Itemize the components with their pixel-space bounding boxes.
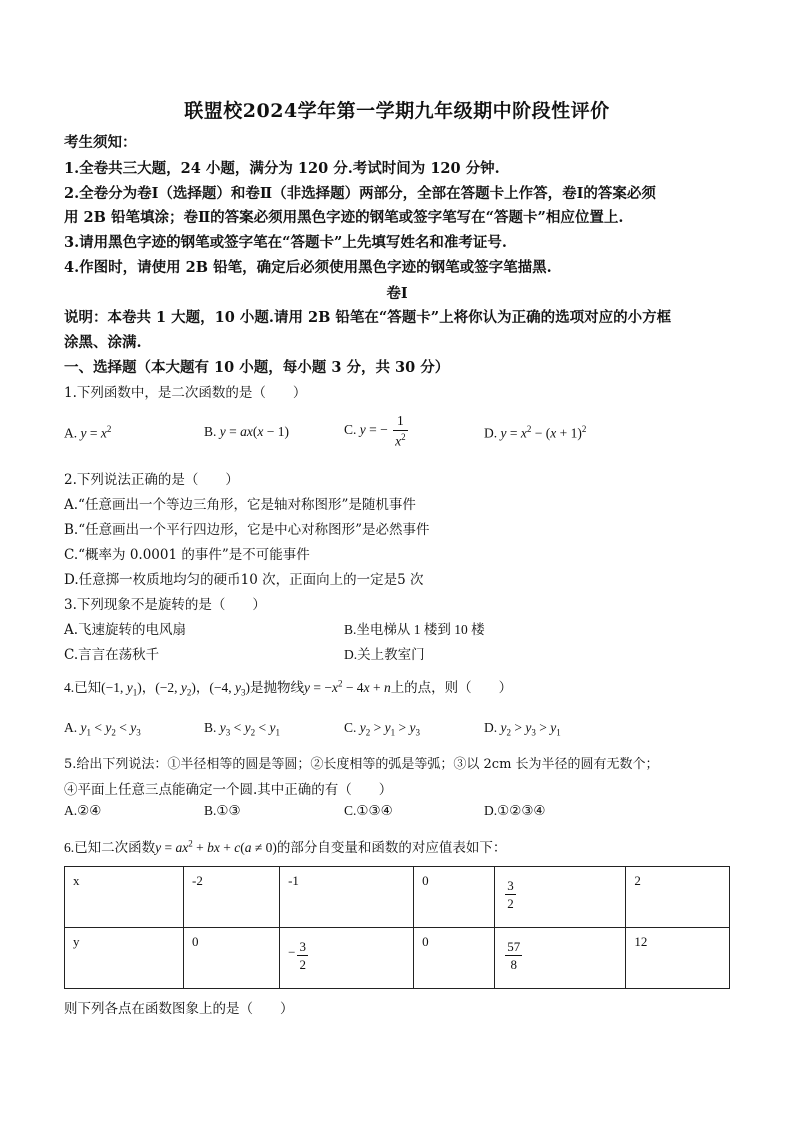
q6-stem: 6.已知二次函数$y = ax^2$ + bx + c(a ≠ 0)的部分自变量和函数的对应值表如下： bbox=[64, 838, 507, 855]
table-cell: 0 bbox=[184, 928, 280, 989]
table-cell: 2 bbox=[626, 867, 730, 928]
notice-line-5: 4.作图时，请使用 2B 铅笔，确定后必须使用黑色字迹的钢笔或签字笔描黑. bbox=[64, 259, 552, 276]
table-cell: -2 bbox=[184, 867, 280, 928]
table-row-y bbox=[65, 928, 730, 989]
q3-option-a: A.飞速旋转的电风扇 bbox=[64, 622, 187, 638]
value-table bbox=[64, 866, 730, 989]
q4-option-d: D. $y_2 > y_3 > y_1$ bbox=[484, 720, 561, 738]
notice-line-3: 用 2B 铅笔填涂；卷Ⅱ的答案必须用黑色字迹的钢笔或签字笔写在“答题卡”相应位置上. bbox=[64, 209, 624, 226]
table-cell: -1 bbox=[280, 867, 414, 928]
fraction: $\frac{3}{2}$ bbox=[507, 878, 514, 911]
table-row-x bbox=[65, 867, 730, 928]
q1-stem: 1.下列函数中，是二次函数的是（ ） bbox=[64, 385, 307, 401]
table-header-x: x bbox=[65, 867, 184, 928]
q5-option-d: D.①②③④ bbox=[484, 803, 546, 818]
notice-line-2: 2.全卷分为卷Ⅰ（选择题）和卷Ⅱ（非选择题）两部分，全部在答题卡上作答，卷Ⅰ的答案必须 bbox=[64, 185, 656, 202]
q4-option-c: C. $y_2 > y_1 > y_3$ bbox=[344, 720, 421, 738]
table-cell: − $\frac{3}{2}$ bbox=[280, 928, 414, 989]
q2-stem: 2.下列说法正确的是（ ） bbox=[64, 472, 239, 488]
table-cell: 12 bbox=[626, 928, 730, 989]
q5-option-a: A.②④ bbox=[64, 803, 102, 818]
q4-stem: 4.已知(−1, $y_1$)，(−2, $y_2$)，(−4, $y_3$)是抛物线$y = -x^2 - 4x + n$上的点，则（ ） bbox=[64, 678, 513, 698]
table-cell: 0 bbox=[414, 928, 495, 989]
section-title: 一、选择题（本大题有 10 小题，每小题 3 分，共 30 分） bbox=[64, 359, 450, 376]
volume-title: 卷Ⅰ bbox=[386, 285, 408, 302]
notice-line-1: 1.全卷共三大题，24 小题，满分为 120 分.考试时间为 120 分钟. bbox=[64, 160, 500, 177]
q4-option-a: A. $y_1 < y_2 < y_3$ bbox=[64, 720, 141, 738]
fraction: $\frac{3}{2}$ bbox=[299, 939, 306, 972]
q1-option-c: C. y = − $\frac{1}{x^2}$ bbox=[344, 413, 406, 448]
q3-option-c: C.言言在荡秋千 bbox=[64, 647, 160, 663]
q1-option-a: A. $y = x^2$ bbox=[64, 424, 112, 441]
q2-option-a: A.“任意画出一个等边三角形，它是轴对称图形”是随机事件 bbox=[64, 497, 416, 513]
q1-option-d: D. $y = x^2 - (x + 1)^2$ bbox=[484, 424, 587, 441]
table-cell bbox=[495, 867, 626, 928]
q3-option-d: D.关上教室门 bbox=[344, 647, 425, 662]
notice-line-4: 3.请用黑色字迹的钢笔或签字笔在“答题卡”上先填写姓名和准考证号. bbox=[64, 234, 507, 251]
q2-option-c: C.“概率为 0.0001 的事件”是不可能事件 bbox=[64, 547, 310, 563]
q5-line-2: ④平面上任意三点能确定一个圆.其中正确的有（ ） bbox=[64, 782, 393, 798]
q5-line-1: 5.给出下列说法：①半径相等的圆是等圆；②长度相等的弧是等弧；③以 2cm 长为半径的圆有无数个； bbox=[64, 757, 659, 772]
q2-option-d: D.任意掷一枚质地均匀的硬币10 次，正面向上的一定是5 次 bbox=[64, 572, 424, 588]
fraction: $\frac{57}{8}$ bbox=[507, 939, 521, 972]
table-header-y: y bbox=[65, 928, 184, 989]
instruction-line-1: 说明：本卷共 1 大题，10 小题.请用 2B 铅笔在“答题卡”上将你认为正确的选项对应的小方框 bbox=[64, 309, 672, 326]
table-cell: 0 bbox=[414, 867, 495, 928]
q3-option-b: B.坐电梯从 1 楼到 10 楼 bbox=[344, 622, 485, 637]
q2-option-b: B.“任意画出一个平行四边形，它是中心对称图形”是必然事件 bbox=[64, 522, 430, 538]
table-cell bbox=[495, 928, 626, 989]
page-title: 联盟校2024学年第一学期九年级期中阶段性评价 bbox=[184, 100, 610, 122]
q1-option-b: B. y = ax(x − 1) bbox=[204, 424, 289, 439]
notice-heading: 考生须知： bbox=[64, 134, 137, 151]
instruction-line-2: 涂黑、涂满. bbox=[64, 334, 142, 351]
q4-option-b: B. $y_3 < y_2 < y_1$ bbox=[204, 720, 281, 738]
q6-followup: 则下列各点在函数图象上的是（ ） bbox=[64, 1001, 294, 1017]
q3-stem: 3.下列现象不是旋转的是（ ） bbox=[64, 597, 266, 613]
q5-option-b: B.①③ bbox=[204, 803, 241, 818]
q5-option-c: C.①③④ bbox=[344, 803, 393, 818]
